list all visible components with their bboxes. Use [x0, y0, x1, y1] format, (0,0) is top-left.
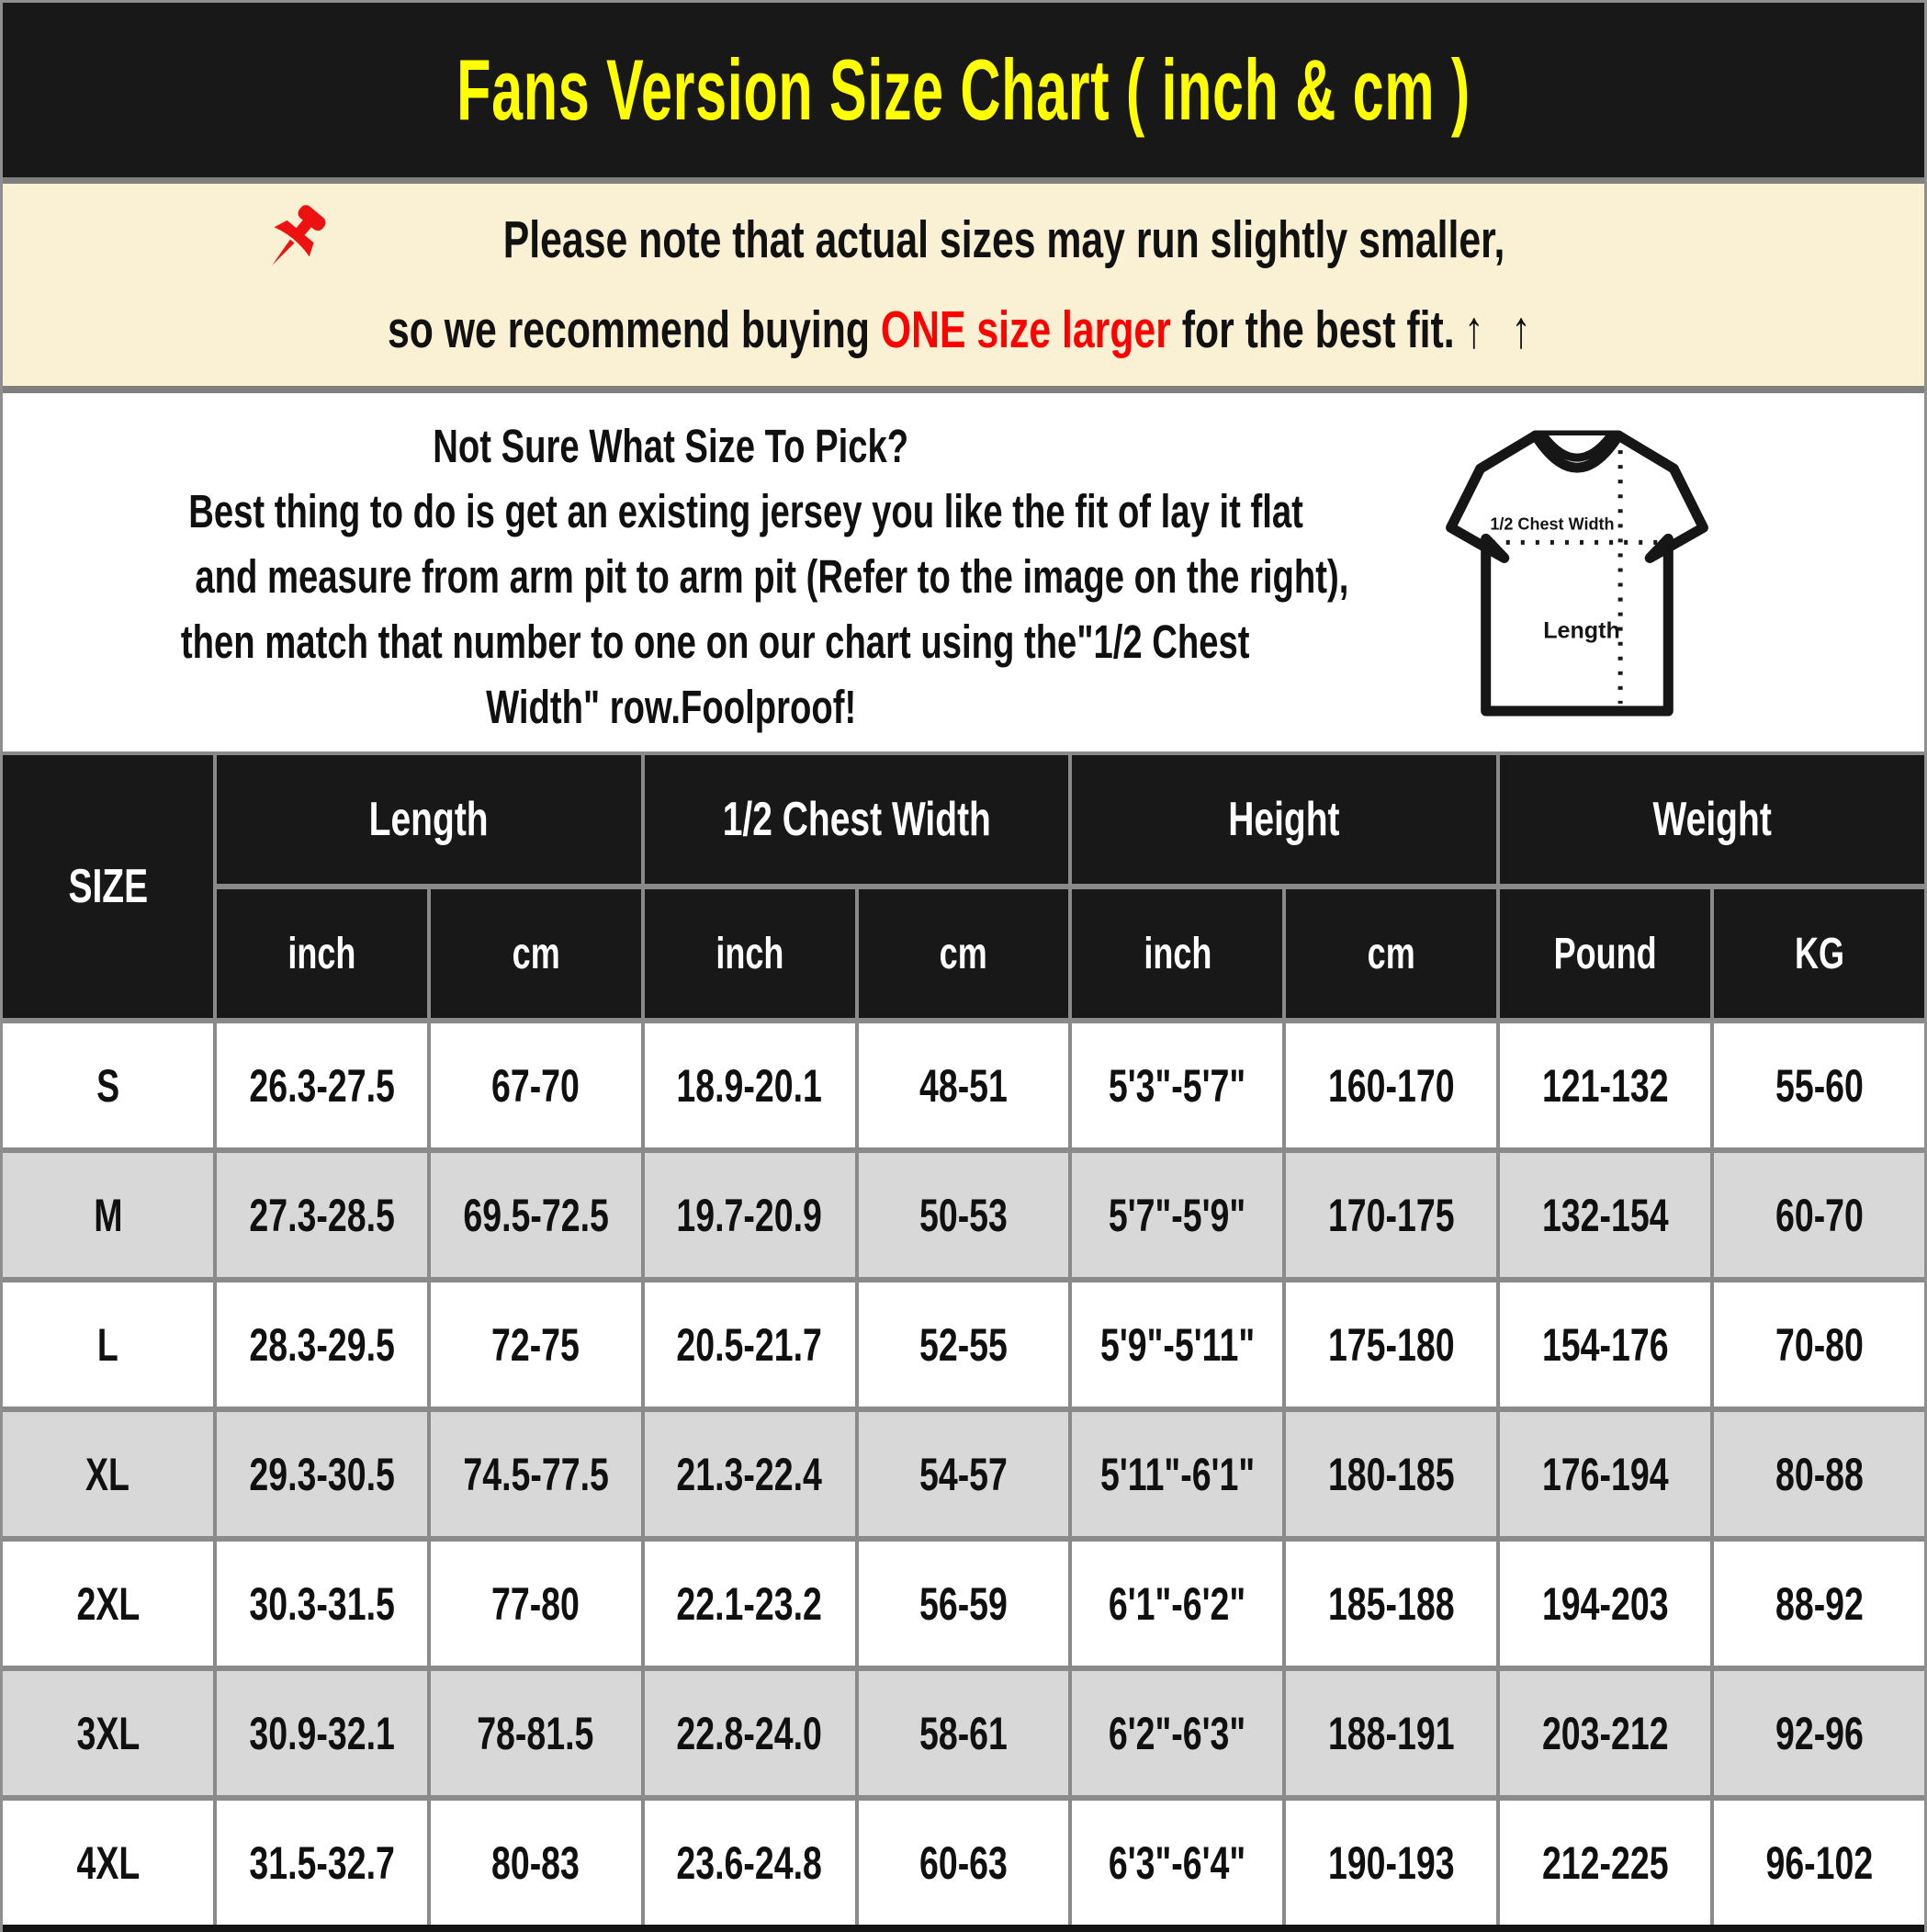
up-arrows-icon: ↑ ↑ — [1464, 300, 1539, 359]
table-cell: 176-194 — [1500, 1412, 1710, 1536]
table-cell: 190-193 — [1286, 1801, 1496, 1925]
notice-text-2-suffix: for the best fit. — [1181, 300, 1455, 359]
unit-header: inch — [217, 889, 427, 1018]
group-header-chest: 1/2 Chest Width — [645, 755, 1069, 884]
table-cell: 154-176 — [1500, 1282, 1710, 1407]
table-cell: 50-53 — [859, 1153, 1069, 1277]
guide-heading: Not Sure What Size To Pick? — [433, 420, 909, 472]
table-cell: 180-185 — [1286, 1412, 1496, 1536]
table-cell: 30.3-31.5 — [217, 1542, 427, 1666]
table-cell: 20.5-21.7 — [645, 1282, 855, 1407]
notice-text-1: Please note that actual sizes may run slightly smaller, — [502, 210, 1505, 269]
size-table — [3, 751, 1924, 1932]
table-cell: 72-75 — [431, 1282, 641, 1407]
table-cell: 18.9-20.1 — [645, 1023, 855, 1147]
guide-line: and measure from arm pit to arm pit (Refer to the image on the right), — [195, 550, 1349, 603]
notice-highlight: ONE size larger — [880, 300, 1171, 359]
table-cell: 6'1"-6'2" — [1072, 1542, 1282, 1666]
table-cell: 56-59 — [859, 1542, 1069, 1666]
table-cell: 80-88 — [1714, 1412, 1924, 1536]
size-cell: XL — [3, 1412, 213, 1536]
table-cell: 188-191 — [1286, 1671, 1496, 1795]
table-cell: 22.8-24.0 — [645, 1671, 855, 1795]
table-cell: 74.5-77.5 — [431, 1412, 641, 1536]
unit-header: cm — [431, 889, 641, 1018]
guide-section — [3, 393, 1924, 751]
table-cell: 70-80 — [1714, 1282, 1924, 1407]
table-cell: 67-70 — [431, 1023, 641, 1147]
table-cell: 185-188 — [1286, 1542, 1496, 1666]
table-cell: 26.3-27.5 — [217, 1023, 427, 1147]
size-cell: 2XL — [3, 1542, 213, 1666]
table-cell: 88-92 — [1714, 1542, 1924, 1666]
table-cell: 19.7-20.9 — [645, 1153, 855, 1277]
pushpin-icon — [255, 198, 334, 282]
notice-text-2 — [388, 285, 1539, 375]
table-cell: 31.5-32.7 — [217, 1801, 427, 1925]
table-cell: 175-180 — [1286, 1282, 1496, 1407]
table-cell: 5'11"-6'1" — [1072, 1412, 1282, 1536]
tshirt-measure-diagram-icon — [1439, 424, 1715, 733]
title-bar — [3, 3, 1924, 177]
guide-art-area — [1339, 393, 1924, 751]
table-cell: 29.3-30.5 — [217, 1412, 427, 1536]
group-header-height: Height — [1072, 755, 1496, 884]
section-divider — [3, 386, 1924, 393]
notice-line-1 — [255, 195, 1672, 285]
table-cell: 6'2"-6'3" — [1072, 1671, 1282, 1795]
table-cell: 22.1-23.2 — [645, 1542, 855, 1666]
table-cell: 5'7"-5'9" — [1072, 1153, 1282, 1277]
table-cell: 60-70 — [1714, 1153, 1924, 1277]
notice-band — [3, 184, 1924, 386]
table-cell: 77-80 — [431, 1542, 641, 1666]
guide-text-block — [3, 393, 1349, 751]
size-cell: 3XL — [3, 1671, 213, 1795]
unit-header: inch — [645, 889, 855, 1018]
group-header-length: Length — [217, 755, 641, 884]
table-cell: 58-61 — [859, 1671, 1069, 1795]
table-cell: 5'3"-5'7" — [1072, 1023, 1282, 1147]
table-cell: 52-55 — [859, 1282, 1069, 1407]
table-cell: 132-154 — [1500, 1153, 1710, 1277]
table-cell: 78-81.5 — [431, 1671, 641, 1795]
section-divider — [3, 177, 1924, 184]
table-cell: 48-51 — [859, 1023, 1069, 1147]
table-cell: 92-96 — [1714, 1671, 1924, 1795]
table-cell: 55-60 — [1714, 1023, 1924, 1147]
unit-header: cm — [859, 889, 1069, 1018]
size-cell: S — [3, 1023, 213, 1147]
table-cell: 80-83 — [431, 1801, 641, 1925]
table-cell: 54-57 — [859, 1412, 1069, 1536]
size-cell: 4XL — [3, 1801, 213, 1925]
table-cell: 6'3"-6'4" — [1072, 1801, 1282, 1925]
unit-header: KG — [1714, 889, 1924, 1018]
table-cell: 5'9"-5'11" — [1072, 1282, 1282, 1407]
table-cell: 60-63 — [859, 1801, 1069, 1925]
table-cell: 21.3-22.4 — [645, 1412, 855, 1536]
table-cell: 27.3-28.5 — [217, 1153, 427, 1277]
table-cell: 28.3-29.5 — [217, 1282, 427, 1407]
size-cell: M — [3, 1153, 213, 1277]
table-cell: 203-212 — [1500, 1671, 1710, 1795]
table-cell: 30.9-32.1 — [217, 1671, 427, 1795]
notice-line-2 — [196, 285, 1731, 375]
guide-line: Best thing to do is get an existing jersey you like the fit of lay it flat — [188, 485, 1303, 537]
table-cell: 69.5-72.5 — [431, 1153, 641, 1277]
shirt-chest-label: 1/2 Chest Width — [1489, 514, 1615, 534]
unit-header: inch — [1072, 889, 1282, 1018]
size-cell: L — [3, 1282, 213, 1407]
table-cell: 96-102 — [1714, 1801, 1924, 1925]
unit-header: cm — [1286, 889, 1496, 1018]
notice-text-2-prefix: so we recommend buying — [388, 300, 871, 359]
guide-line: then match that number to one on our chart using the"1/2 Chest — [180, 616, 1250, 668]
table-cell: 160-170 — [1286, 1023, 1496, 1147]
table-cell: 121-132 — [1500, 1023, 1710, 1147]
shirt-length-label: Length — [1542, 617, 1620, 644]
table-cell: 194-203 — [1500, 1542, 1710, 1666]
table-cell: 23.6-24.8 — [645, 1801, 855, 1925]
group-header-weight: Weight — [1500, 755, 1924, 884]
page-title: Fans Version Size Chart ( inch & cm ) — [456, 41, 1471, 138]
unit-header: Pound — [1500, 889, 1710, 1018]
size-column-header: SIZE — [3, 755, 213, 1018]
table-cell: 212-225 — [1500, 1801, 1710, 1925]
guide-line: Width" row.Foolproof! — [485, 681, 857, 733]
table-cell: 170-175 — [1286, 1153, 1496, 1277]
